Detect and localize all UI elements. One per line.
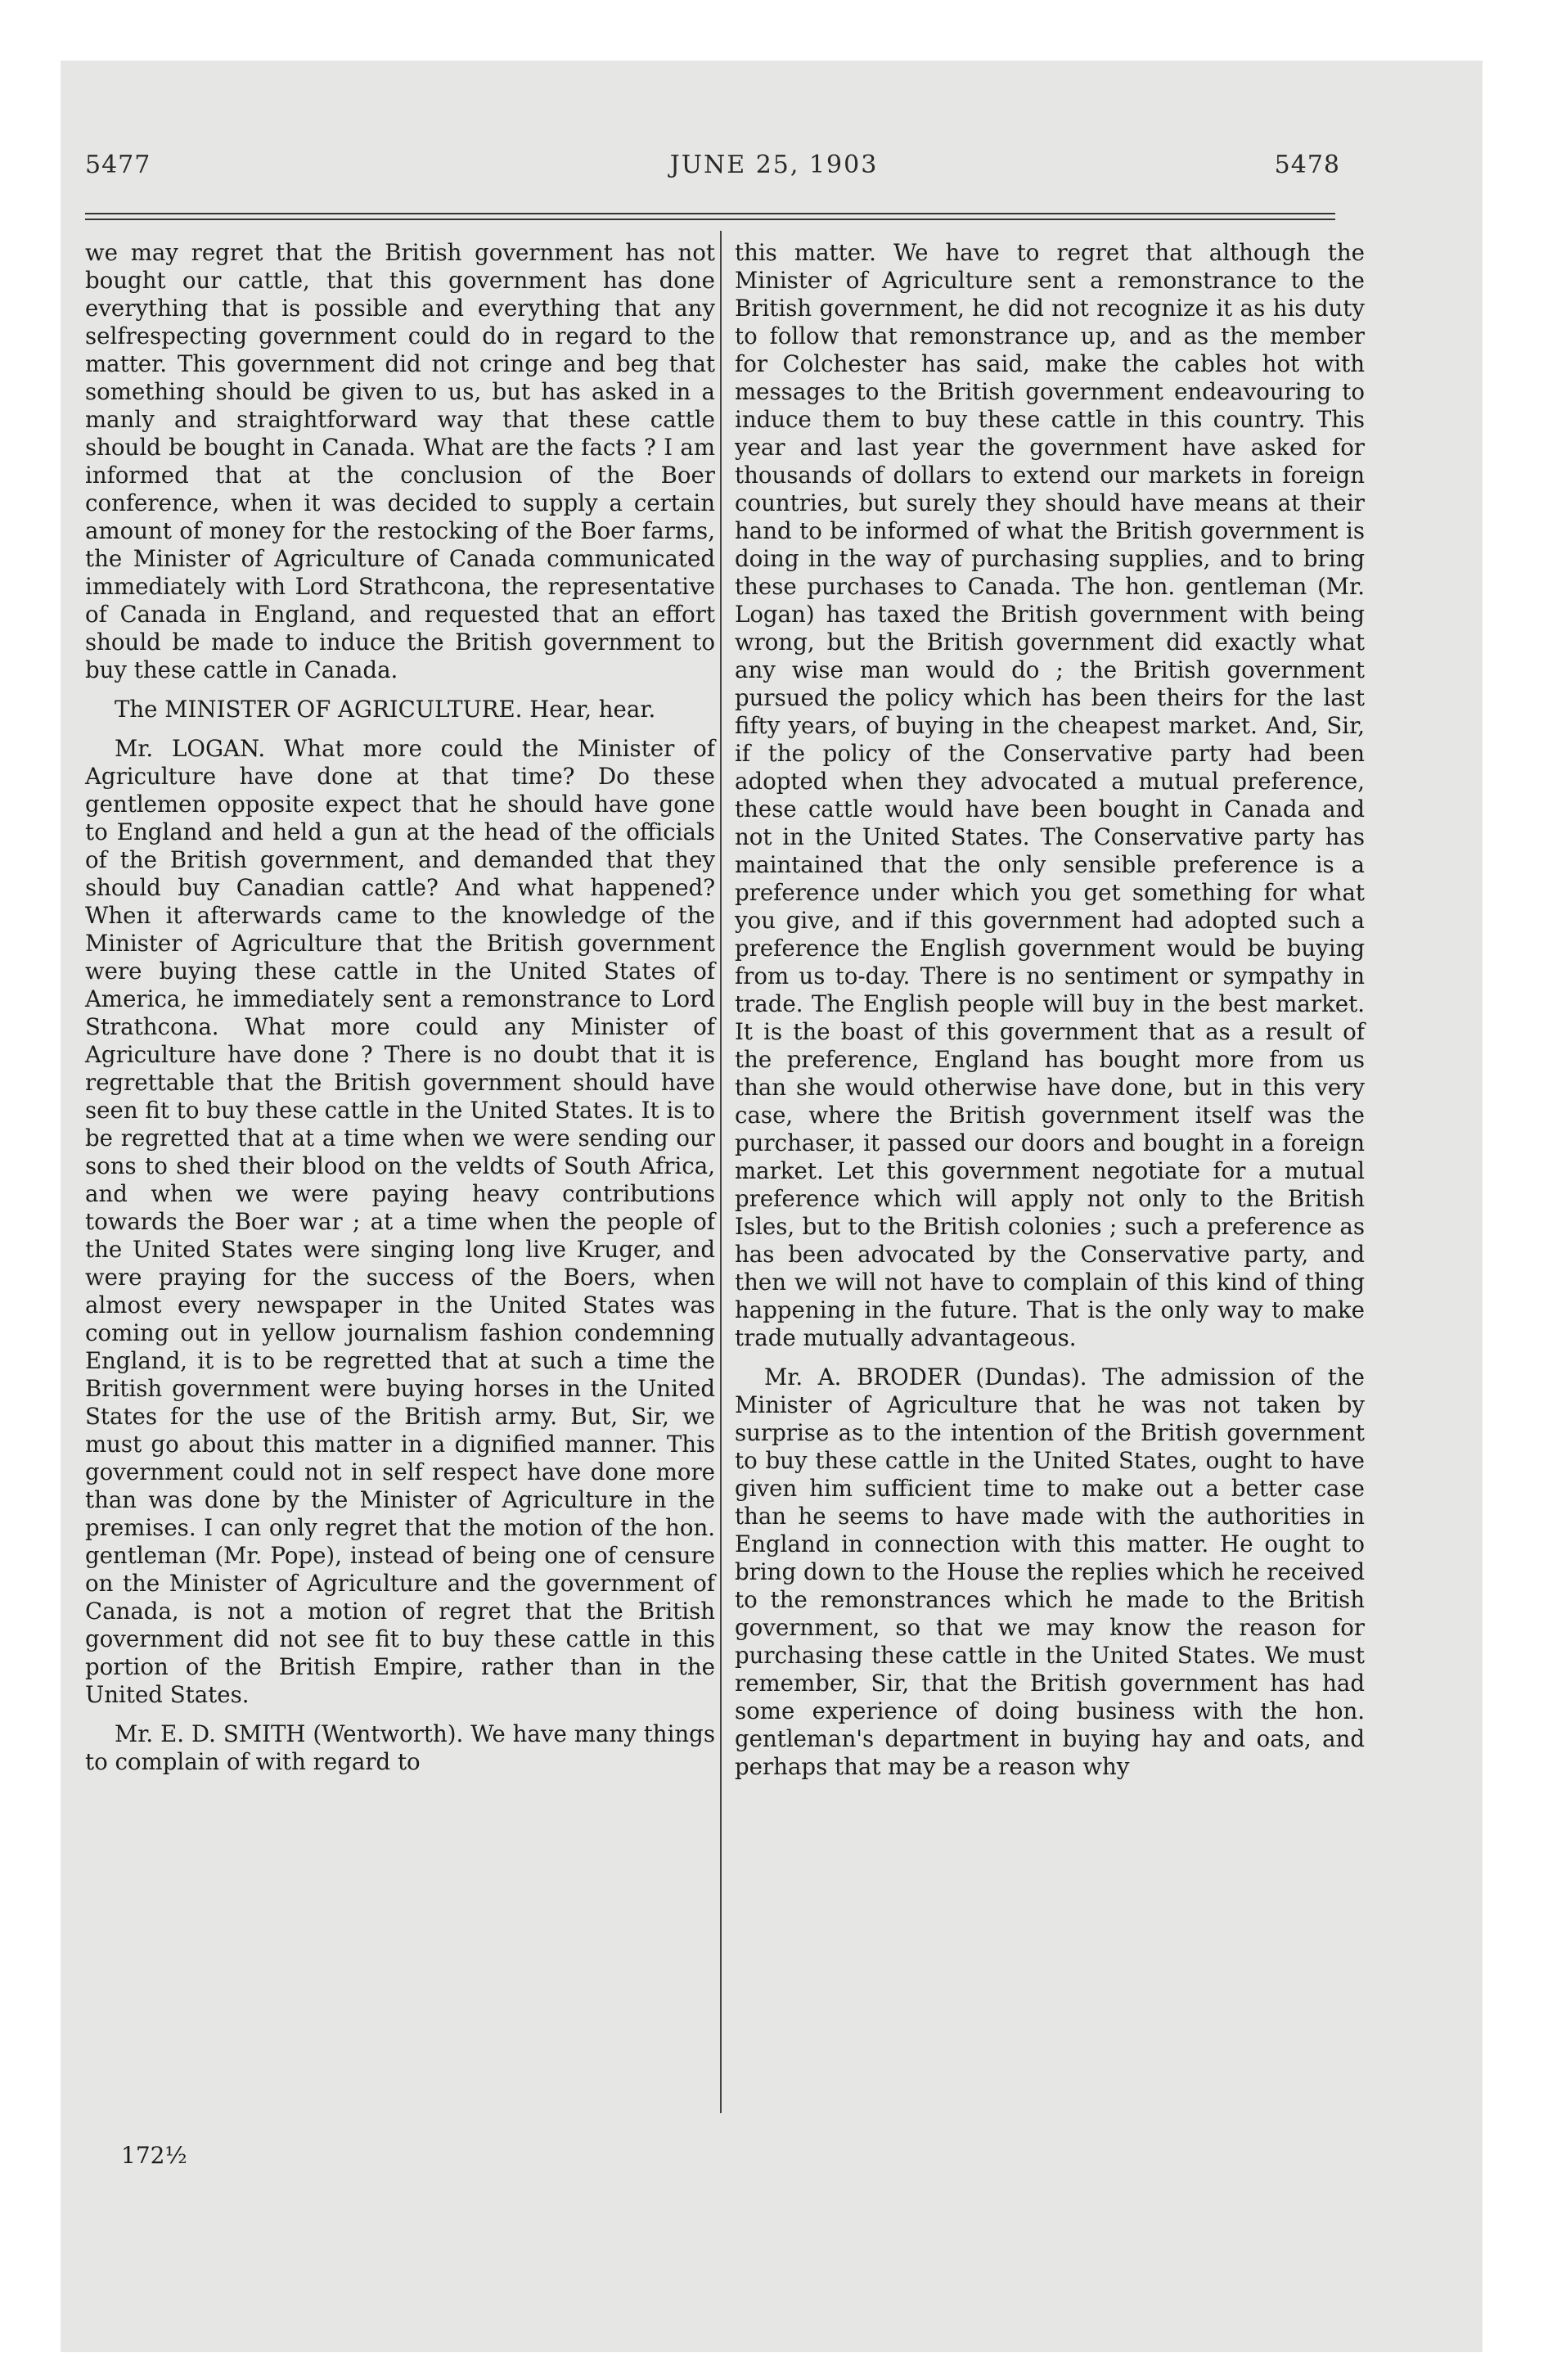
page-number-left: 5477 [85, 151, 151, 179]
paragraph: this matter. We have to regret that although the Minister of Agriculture sent a remonstrance to the British government, he did not recognize it as his duty to follow that remonstrance up, and as the member for Colchester has said, make the cables hot with messages to the British government endeavouring to induce them to buy these cattle in this country. This year and last year the government have asked for thousands of dollars to extend our markets in foreign countries, but surely they should have means at their hand to be informed of what the British government is doing in the way of purchasing supplies, and to bring these purchases to Canada. The hon. gentleman (Mr. Logan) has taxed the British government with being wrong, but the British government did exactly what any wise man would do ; the British government pursued the policy which has been theirs for the last fifty years, of buying in the cheapest market. And, Sir, if the policy of the Conservative party had been adopted when they advocated a mutual preference, these cattle would have been bought in Canada and not in the United States. The Conservative party has maintained that the only sensible preference is a preference under which you get something for what you give, and if this government had adopted such a preference the English government would be buying from us to-day. There is no sentiment or sympathy in trade. The English people will buy in the best market. It is the boast of this government that as a result of the preference, England has bought more from us than she would otherwise have done, but in this very case, where the British government itself was the purchaser, it passed our doors and bought in a foreign market. Let this government negotiate for a mutual preference which will apply not only to the British Isles, but to the British colonies ; such a preference as has been advocated by the Conservative party, and then we will not have to complain of this kind of thing happening in the future. That is the only way to make trade mutually advantageous. [735, 239, 1365, 1351]
paragraph: Mr. E. D. SMITH (Wentworth). We have many things to complain of with regard to [85, 1720, 715, 1775]
page-number-right: 5478 [1274, 151, 1340, 179]
paragraph: Mr. A. BRODER (Dundas). The admission of the Minister of Agriculture that he was not taken by surprise as to the intention of the British government to buy these cattle in the United States, ought to have given him sufficient time to make out a better case than he seems to have made with the authorities in England in connection with this matter. He ought to bring down to the House the replies which he received to the remonstrances which he made to the British government, so that we may know the reason for purchasing these cattle in the United States. We must remember, Sir, that the British government has had some experience of doing business with the hon. gentleman's department in buying hay and oats, and perhaps that may be a reason why [735, 1364, 1365, 1780]
signature-mark: 172½ [121, 2142, 187, 2169]
right-column [735, 239, 1365, 1781]
page-header [0, 151, 1548, 193]
header-rule-bottom [85, 219, 1335, 220]
paragraph: we may regret that the British government has not bought our cattle, that this government has done everything that is possible and everything that any selfrespecting government could do in regard to the matter. This government did not cringe and beg that something should be given to us, but has asked in a manly and straightforward way that these cattle should be bought in Canada. What are the facts ? I am informed that at the conclusion of the Boer conference, when it was decided to supply a certain amount of money for the restocking of the Boer farms, the Minister of Agriculture of Canada communicated immediately with Lord Strathcona, the representative of Canada in England, and requested that an effort should be made to induce the British government to buy these cattle in Canada. [85, 239, 715, 683]
paragraph: The MINISTER OF AGRICULTURE. Hear, hear. [115, 696, 656, 723]
paragraph: Mr. LOGAN. What more could the Minister of Agriculture have done at that time? Do these gentlemen opposite expect that he should have gone to England and held a gun at the head of the officials of the British government, and demanded that they should buy Canadian cattle? And what happened? When it afterwards came to the knowledge of the Minister of Agriculture that the British government were buying these cattle in the United States of America, he immediately sent a remonstrance to Lord Strathcona. What more could any Minister of Agriculture have done ? There is no doubt that it is regrettable that the British government should have seen fit to buy these cattle in the United States. It is to be regretted that at a time when we were sending our sons to shed their blood on the veldts of South Africa, and when we were paying heavy contributions towards the Boer war ; at a time when the people of the United States were singing long live Kruger, and were praying for the success of the Boers, when almost every newspaper in the United States was coming out in yellow journalism fashion condemning England, it is to be regretted that at such a time the British government were buying horses in the United States for the use of the British army. But, Sir, we must go about this matter in a dignified manner. This government could not in self respect have done more than was done by the Minister of Agriculture in the premises. I can only regret that the motion of the hon. gentleman (Mr. Pope), instead of being one of censure on the Minister of Agriculture and the government of Canada, is not a motion of regret that the British government did not see fit to buy these cattle in this portion of the British Empire, rather than in the United States. [85, 735, 715, 1708]
left-column [85, 239, 715, 1776]
page-date: JUNE 25, 1903 [669, 151, 879, 179]
header-rule-top [85, 213, 1335, 214]
column-divider [720, 231, 722, 2113]
